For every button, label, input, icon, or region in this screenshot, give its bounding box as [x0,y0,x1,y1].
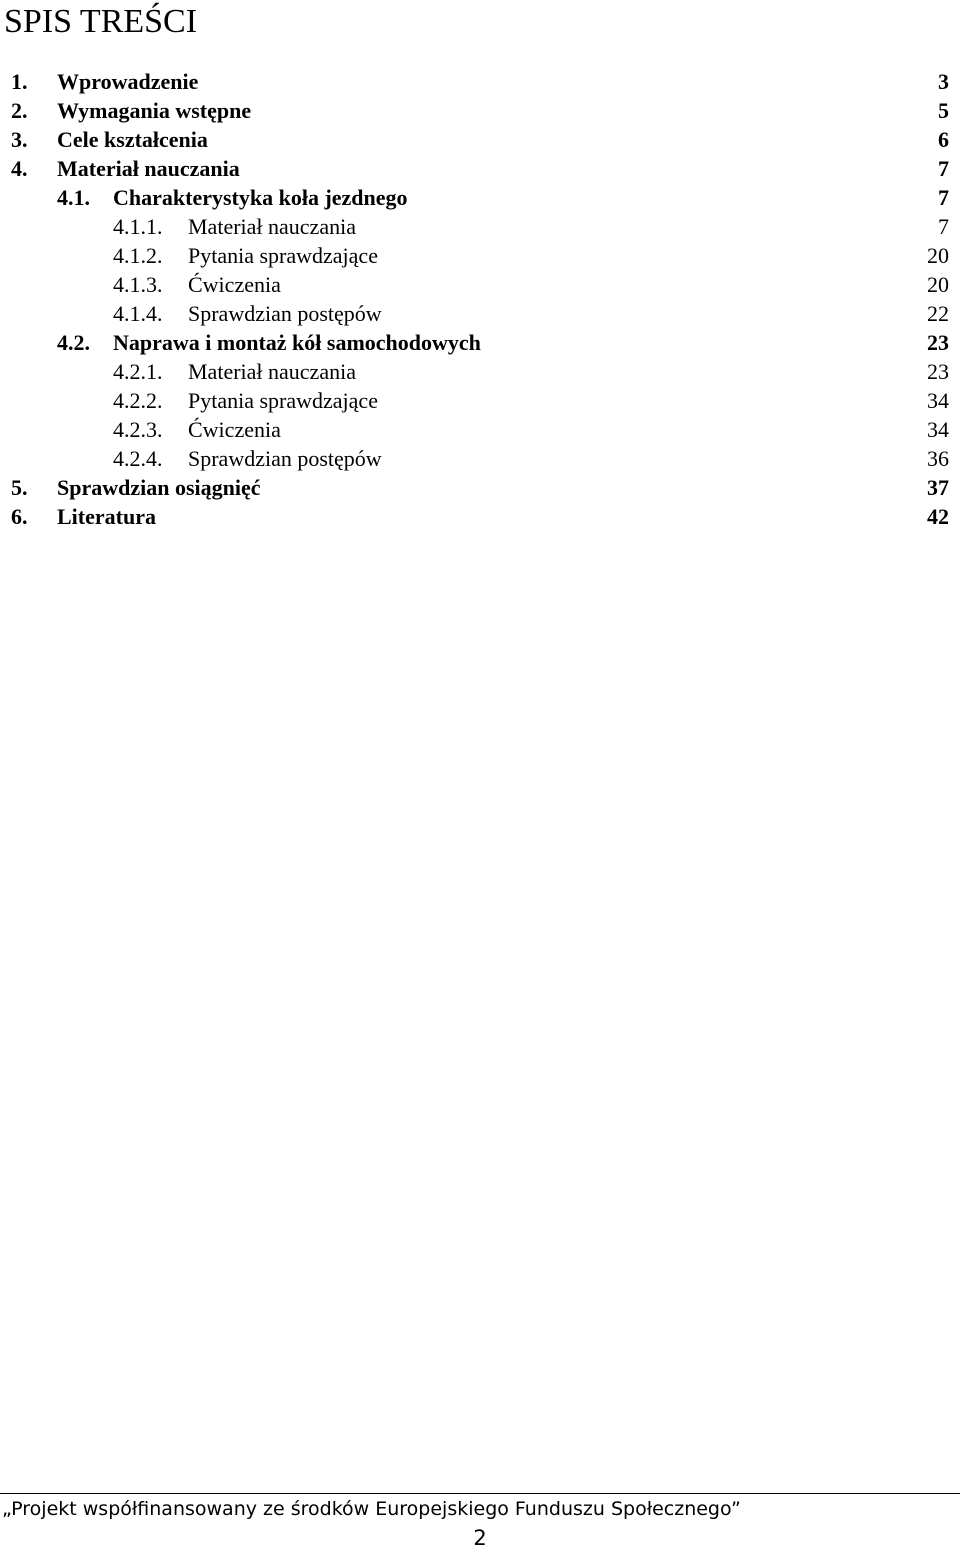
toc-entry-1[interactable] [0,67,960,96]
toc-entry-4-1-1[interactable] [0,212,960,241]
toc-entry-title: Materiał nauczania [57,156,240,181]
toc-entry-4-1[interactable] [0,183,960,212]
toc-entry-number: 4.1.1. [113,214,163,239]
toc-entry-title: Sprawdzian postępów [188,301,382,326]
toc-entry-page: 23 [927,359,949,384]
toc-entry-2[interactable] [0,96,960,125]
toc-entry-title: Cele kształcenia [57,127,208,152]
toc-entry-number: 4.1. [57,185,90,210]
footer-divider [0,1493,960,1494]
toc-entry-number: 4.1.4. [113,301,163,326]
toc-entry-4[interactable] [0,154,960,183]
toc-entry-number: 4.2.4. [113,446,163,471]
toc-entry-title: Pytania sprawdzające [188,388,378,413]
toc-entry-page: 5 [938,98,949,123]
toc-entry-title: Naprawa i montaż kół samochodowych [113,330,481,355]
toc-entry-page: 36 [927,446,949,471]
toc-entry-number: 4. [11,156,28,181]
toc-entry-page: 42 [927,504,949,529]
toc-entry-number: 2. [11,98,28,123]
toc-entry-number: 3. [11,127,28,152]
toc-entry-title: Sprawdzian postępów [188,446,382,471]
toc-entry-5[interactable] [0,473,960,502]
toc-entry-title: Materiał nauczania [188,359,356,384]
toc-entry-title: Sprawdzian osiągnięć [57,475,261,500]
toc-entry-page: 22 [927,301,949,326]
toc-entry-title: Charakterystyka koła jezdnego [113,185,408,210]
toc-entry-number: 6. [11,504,28,529]
toc-entry-number: 4.1.3. [113,272,163,297]
toc-entry-title: Literatura [57,504,156,529]
toc-entry-title: Ćwiczenia [188,272,281,297]
toc-entry-page: 34 [927,388,949,413]
toc-entry-number: 1. [11,69,28,94]
toc-entry-page: 20 [927,243,949,268]
toc-entry-number: 4.2.3. [113,417,163,442]
toc-entry-number: 4.2.2. [113,388,163,413]
page-title: SPIS TREŚCI [4,3,198,40]
toc-entry-3[interactable] [0,125,960,154]
toc-entry-page: 20 [927,272,949,297]
toc-entry-title: Wprowadzenie [57,69,199,94]
toc-entry-page: 37 [927,475,949,500]
toc-entry-4-2[interactable] [0,328,960,357]
toc-entry-6[interactable] [0,502,960,531]
toc-entry-4-2-1[interactable] [0,357,960,386]
toc-entry-4-2-2[interactable] [0,386,960,415]
toc-entry-number: 4.2. [57,330,90,355]
toc-entry-page: 7 [938,156,949,181]
toc-entry-4-1-3[interactable] [0,270,960,299]
toc-entry-number: 4.1.2. [113,243,163,268]
toc-entry-4-1-4[interactable] [0,299,960,328]
toc-entry-page: 6 [938,127,949,152]
toc-entry-4-1-2[interactable] [0,241,960,270]
toc-entry-number: 4.2.1. [113,359,163,384]
toc-entry-page: 3 [938,69,949,94]
toc-entry-4-2-4[interactable] [0,444,960,473]
table-of-contents [0,67,960,531]
toc-entry-number: 5. [11,475,28,500]
toc-entry-page: 7 [938,185,949,210]
toc-entry-page: 7 [938,214,949,239]
toc-entry-title: Wymagania wstępne [57,98,252,123]
toc-entry-page: 34 [927,417,949,442]
toc-entry-title: Pytania sprawdzające [188,243,378,268]
toc-entry-4-2-3[interactable] [0,415,960,444]
toc-entry-title: Materiał nauczania [188,214,356,239]
toc-entry-title: Ćwiczenia [188,417,281,442]
footer-funding-note: „Projekt współfinansowany ze środków Europejskiego Funduszu Społecznego” [2,1498,741,1520]
toc-entry-page: 23 [927,330,949,355]
page-number: 2 [473,1526,487,1550]
